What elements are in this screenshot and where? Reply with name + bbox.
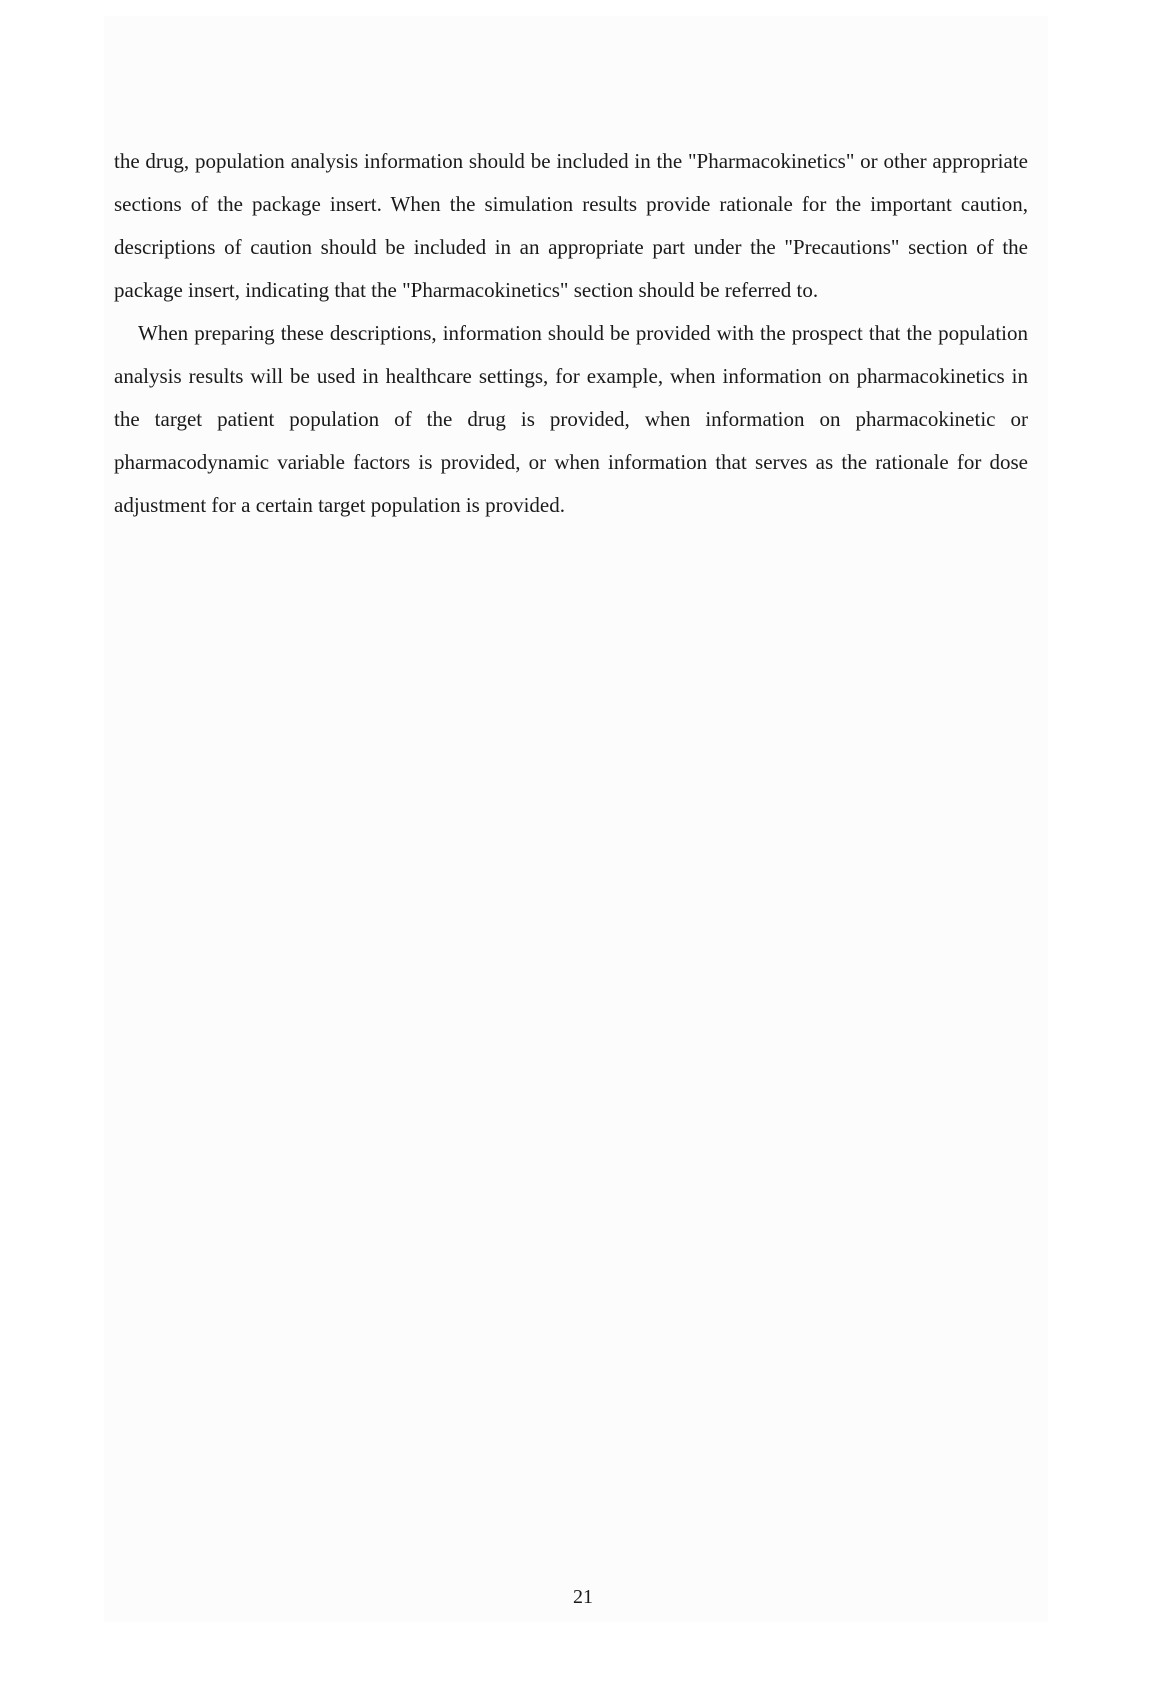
paragraph-continued: the drug, population analysis information should be included in the "Pharmacokinetics" or other appropriate sections of the package insert. When the simulation results provide rationale for the important caution, descriptions of caution should be included in an appropriate part under the "Precautions" section of the package insert, indicating that the "Pharmacokinetics" section should be referred to.	[114, 149, 1028, 302]
paragraph: When preparing these descriptions, information should be provided with the prospect that the population analysis results will be used in healthcare settings, for example, when information on pharmacokinetics in the target patient population of the drug is provided, when information on pharmacokinetic or pharmacodynamic variable factors is provided, or when information that serves as the rationale for dose adjustment for a certain target population is provided.	[114, 321, 1028, 517]
page-number: 21	[573, 1586, 593, 1608]
document-body	[114, 140, 1028, 527]
